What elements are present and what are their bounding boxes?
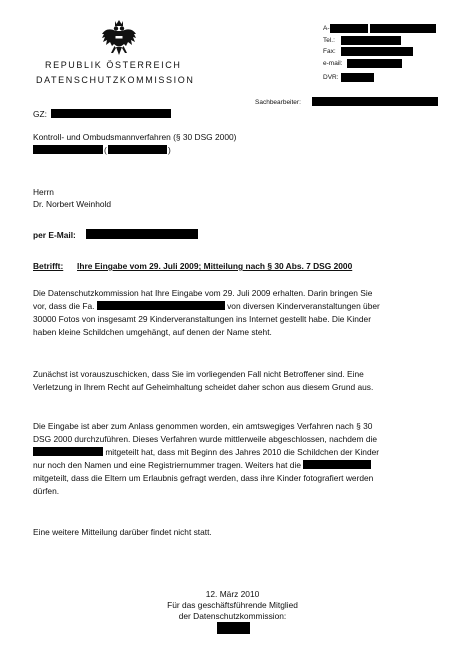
contact-dvr-label: DVR: <box>323 74 339 81</box>
close-paren: ) <box>168 145 171 155</box>
redacted-address-1 <box>330 24 368 33</box>
redacted-case-1 <box>33 145 103 154</box>
contact-fax-label: Fax: <box>323 48 336 55</box>
redacted-email-address <box>86 229 198 239</box>
redacted-gz <box>51 109 171 118</box>
p2-line-2: Verletzung in Ihrem Recht auf Geheimhaltung scheidet daher schon aus diesem Grund aus. <box>33 382 374 392</box>
redacted-case-2 <box>108 145 167 154</box>
p1-line-2 <box>33 300 433 313</box>
email-label: per E-Mail: <box>33 230 76 240</box>
paragraph-2 <box>33 368 433 394</box>
header-republic: REPUBLIK ÖSTERREICH <box>45 60 182 70</box>
subject-text: Ihre Eingabe vom 29. Juli 2009; Mitteilung nach § 30 Abs. 7 DSG 2000 <box>77 261 353 271</box>
procedure-line: Kontroll- und Ombudsmannverfahren (§ 30 DSG 2000) <box>33 132 237 142</box>
p1-line-3: 30000 Fotos von insgesamt 29 Kinderveranstaltungen ins Internet gestellt habe. Die Kinder <box>33 314 372 324</box>
recipient-name: Dr. Norbert Weinhold <box>33 199 112 209</box>
redacted-tel <box>341 36 401 45</box>
contact-tel-label: Tel.: <box>323 37 335 44</box>
paragraph-3 <box>33 420 433 498</box>
p2-line-1: Zunächst ist vorauszuschicken, dass Sie im vorliegenden Fall nicht Betroffener sind. Eine <box>33 369 364 379</box>
subject-label: Betrifft: <box>33 261 64 271</box>
header-authority: DATENSCHUTZKOMMISSION <box>36 75 195 85</box>
redacted-signatory <box>217 622 250 634</box>
redacted-fax <box>341 47 413 56</box>
paragraph-1 <box>33 287 433 339</box>
contact-email-label: e-mail: <box>323 60 343 67</box>
contact-address-label: A- <box>323 25 330 32</box>
p3-line-4-start: nur noch den Namen und eine Registriernummer tragen. Weiters hat die <box>33 460 301 470</box>
p3-line-4 <box>33 459 433 472</box>
recipient-salutation: Herrn <box>33 187 54 197</box>
p1-line-2-start: vor, dass die Fa. <box>33 301 95 311</box>
redacted-email <box>347 59 402 68</box>
p3-line-3 <box>33 446 433 459</box>
p1-line-4: haben kleine Schildchen umgehängt, auf denen der Name steht. <box>33 327 272 337</box>
redacted-dvr <box>341 73 374 82</box>
gz-label: GZ: <box>33 109 47 119</box>
open-paren: ( <box>104 145 107 155</box>
p1-line-2-end: von diversen Kinderveranstaltungen über <box>227 301 380 311</box>
closing-date: 12. März 2010 <box>205 589 260 599</box>
redacted-sachbearbeiter <box>312 97 438 106</box>
p3-line-3-end: mitgeteilt hat, dass mit Beginn des Jahres 2010 die Schildchen der Kinder <box>105 447 380 457</box>
p3-line-6: dürfen. <box>33 486 60 496</box>
p1-line-1: Die Datenschutzkommission hat Ihre Eingabe vom 29. Juli 2009 erhalten. Darin bringen Sie <box>33 288 373 298</box>
paragraph-4: Eine weitere Mitteilung darüber findet nicht statt. <box>33 527 212 537</box>
redacted-company <box>97 301 225 310</box>
p3-line-1: Die Eingabe ist aber zum Anlass genommen worden, ein amtswegiges Verfahren nach § 30 <box>33 421 373 431</box>
p3-line-2: DSG 2000 durchzuführen. Dieses Verfahren wurde mittlerweile abgeschlossen, nachdem die <box>33 434 378 444</box>
redacted-address-2 <box>370 24 436 33</box>
redacted-company-3 <box>303 460 371 469</box>
redacted-company-2 <box>33 447 103 456</box>
p3-line-5: mitgeteilt, dass die Eltern um Erlaubnis gefragt werden, dass ihre Kinder fotografiert werden <box>33 473 374 483</box>
closing-line-2: der Datenschutzkommission: <box>178 611 287 621</box>
sachbearbeiter-label: Sachbearbeiter: <box>255 99 301 106</box>
coat-of-arms-eagle-icon <box>99 18 139 58</box>
closing-line-1: Für das geschäftsführende Mitglied <box>167 600 298 610</box>
